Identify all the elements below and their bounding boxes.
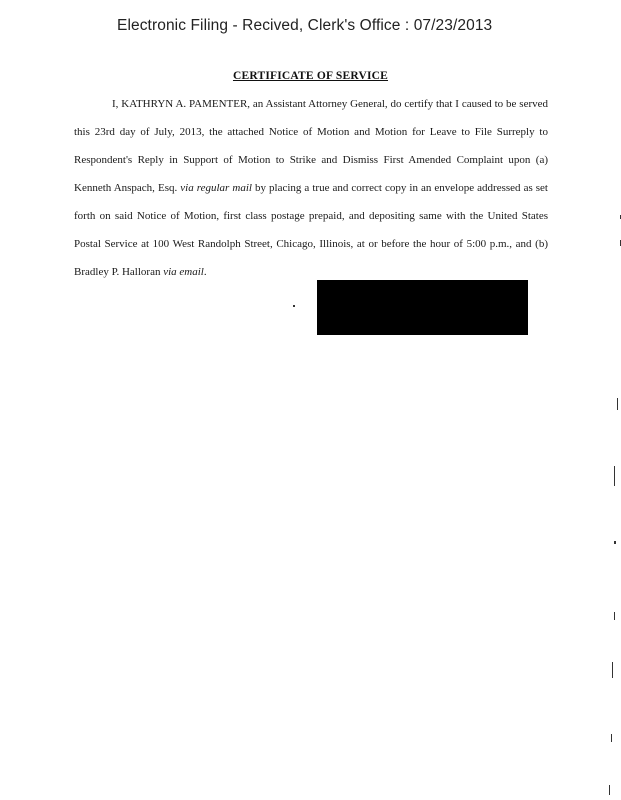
body-text-part-1: I, KATHRYN A. PAMENTER, an Assistant Attorney General, do certify that I caused to be served this 23rd day of July, 2013, the attached Notice of Motion and Motion for Leave to File Surreply to Respondent's Reply in Support of Motion to Strike and Dismiss First Amended Complaint upon (a) Kenneth Anspach, Esq. (74, 98, 548, 194)
scan-artifact (617, 398, 618, 410)
via-email: via email (163, 266, 204, 278)
filing-stamp-header: Electronic Filing - Recived, Clerk's Office : 07/23/2013 (117, 17, 493, 34)
scan-artifact (614, 466, 615, 486)
scan-artifact (614, 541, 616, 544)
scan-artifact (609, 785, 610, 795)
scan-artifact (611, 734, 612, 742)
certificate-body (74, 90, 548, 286)
body-text-part-2: by placing a true and correct copy in an envelope addressed as set forth on said Notice of Motion, first class postage prepaid, and depositing same with the United States Postal Service at 100 West Randolph Street, Chicago, Illinois, at or before the hour of 5:00 p.m., and (b) Bradley P. Halloran (74, 182, 548, 278)
via-regular-mail: via regular mail (180, 182, 252, 194)
scan-artifact (612, 662, 613, 678)
body-text-end: . (203, 266, 207, 278)
document-title: CERTIFICATE OF SERVICE (232, 70, 389, 82)
scan-artifact (614, 612, 615, 620)
signature-redaction-block (317, 280, 528, 335)
scan-artifact (293, 305, 295, 307)
